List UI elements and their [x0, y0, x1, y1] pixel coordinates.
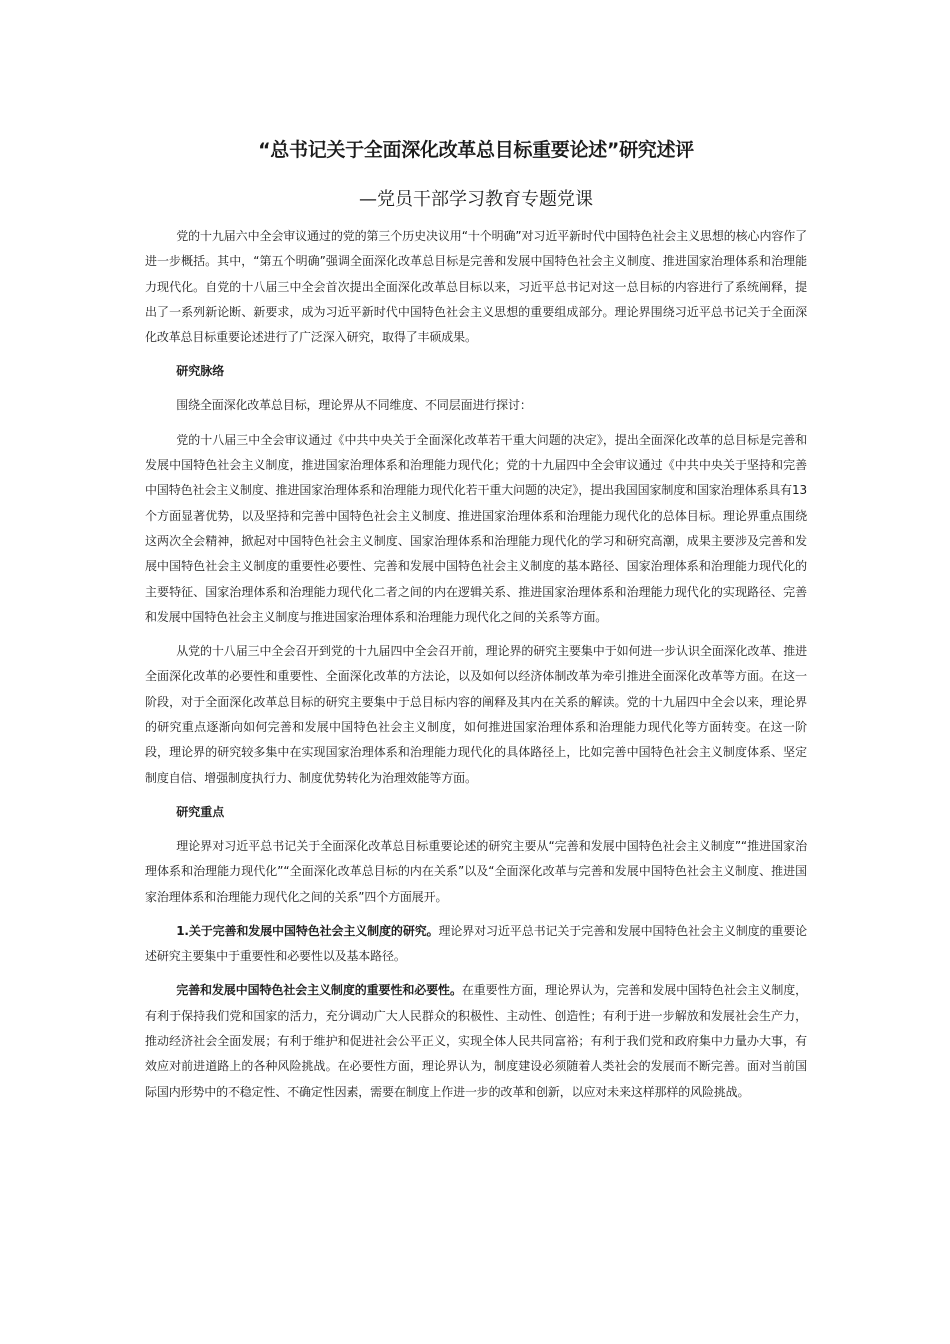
intro-paragraph: 党的十九届六中全会审议通过的党的第三个历史决议用“十个明确”对习近平新时代中国特色社会主义思想的核心内容作了进一步概括。其中，“第五个明确”强调全面深化改革总目标是完善和发展中国特色社会主义制度、推进国家治理体系和治理能力现代化。自党的十八届三中全会首次提出全面深化改革总目标以来，习近平总书记对这一总目标的内容进行了系统阐释，提出了一系列新论断、新要求，成为习近平新时代中国特色社会主义思想的重要组成部分。理论界围绕习近平总书记关于全面深化改革总目标重要论述进行了广泛深入研究，取得了丰硕成果。: [145, 229, 807, 345]
section-heading-research-context: 研究脉络: [176, 364, 225, 379]
section1-paragraph-1: 党的十八届三中全会审议通过《中共中央关于全面深化改革若干重大问题的决定》，提出全面深化改革的总目标是完善和发展中国特色社会主义制度，推进国家治理体系和治理能力现代化；党的十九届四中全会审议通过《中共中央关于坚持和完善中国特色社会主义制度、推进国家治理体系和治理能力现代化若干重大问题的决定》，提出我国国家制度和国家治理体系具有13个方面显著优势，以及坚持和完善中国特色社会主义制度、推进国家治理体系和治理能力现代化的总体目标。理论界重点围绕这两次全会精神，掀起对中国特色社会主义制度、国家治理体系和治理能力现代化的学习和研究高潮，成果主要涉及完善和发展中国特色社会主义制度的重要性必要性、完善和发展中国特色社会主义制度的基本路径、国家治理体系和治理能力现代化的主要特征、国家治理体系和治理能力现代化二者之间的内在逻辑关系、推进国家治理体系和治理能力现代化的实现路径、完善和发展中国特色社会主义制度与推进国家治理体系和治理能力现代化之间的关系等方面。: [145, 432, 807, 624]
point2-text: 在重要性方面，理论界认为，完善和发展中国特色社会主义制度，有利于保持我们党和国家的活力，充分调动广大人民群众的积极性、主动性、创造性；有利于进一步解放和发展社会生产力，推动经济社会全面发展；有利于维护和促进社会公平正义，实现全体人民共同富裕；有利于我们党和政府集中力量办大事，有效应对前进道路上的各种风险挑战。在必要性方面，理论界认为，制度建设必须随着人类社会的发展而不断完善。面对当前国际国内形势中的不稳定性、不确定性因素，需要在制度上作进一步的改革和创新，以应对未来这样那样的风险挑战。: [145, 983, 807, 1099]
section1-lead-paragraph: 围绕全面深化改革总目标，理论界从不同维度、不同层面进行探讨：: [176, 398, 532, 413]
section2-paragraph-1: 理论界对习近平总书记关于全面深化改革总目标重要论述的研究主要从“完善和发展中国特色社会主义制度”“推进国家治理体系和治理能力现代化”“全面深化改革总目标的内在关系”以及“全面深化改革与完善和发展中国特色社会主义制度、推进国家治理体系和治理能力现代化之间的关系”四个方面展开。: [145, 838, 807, 904]
section-heading-research-focus: 研究重点: [176, 804, 225, 819]
point1-paragraph: [145, 919, 807, 970]
document-subtitle: —党员干部学习教育专题党课: [359, 189, 593, 210]
document-body: [145, 130, 807, 1105]
point2-paragraph: [145, 978, 807, 1104]
point2-bold-lead: 完善和发展中国特色社会主义制度的重要性和必要性。: [176, 983, 462, 998]
point1-text: 理论界对习近平总书记关于完善和发展中国特色社会主义制度的重要论述研究主要集中于重要性和必要性以及基本路径。: [145, 923, 807, 964]
document-title: “总书记关于全面深化改革总目标重要论述”研究述评: [258, 139, 694, 161]
point1-bold-lead: 1.关于完善和发展中国特色社会主义制度的研究。: [176, 923, 439, 938]
section1-paragraph-2: 从党的十八届三中全会召开到党的十九届四中全会召开前，理论界的研究主要集中于如何进一步认识全面深化改革、推进全面深化改革的必要性和重要性、全面深化改革的方法论，以及如何以经济体制改革为牵引推进全面深化改革等方面。在这一阶段，对于全面深化改革总目标的研究主要集中于总目标内容的阐释及其内在关系的解读。党的十九届四中全会以来，理论界的研究重点逐渐向如何完善和发展中国特色社会主义制度，如何推进国家治理体系和治理能力现代化等方面转变。在这一阶段，理论界的研究较多集中在实现国家治理体系和治理能力现代化的具体路径上，比如完善中国特色社会主义制度体系、坚定制度自信、增强制度执行力、制度优势转化为治理效能等方面。: [145, 644, 807, 785]
